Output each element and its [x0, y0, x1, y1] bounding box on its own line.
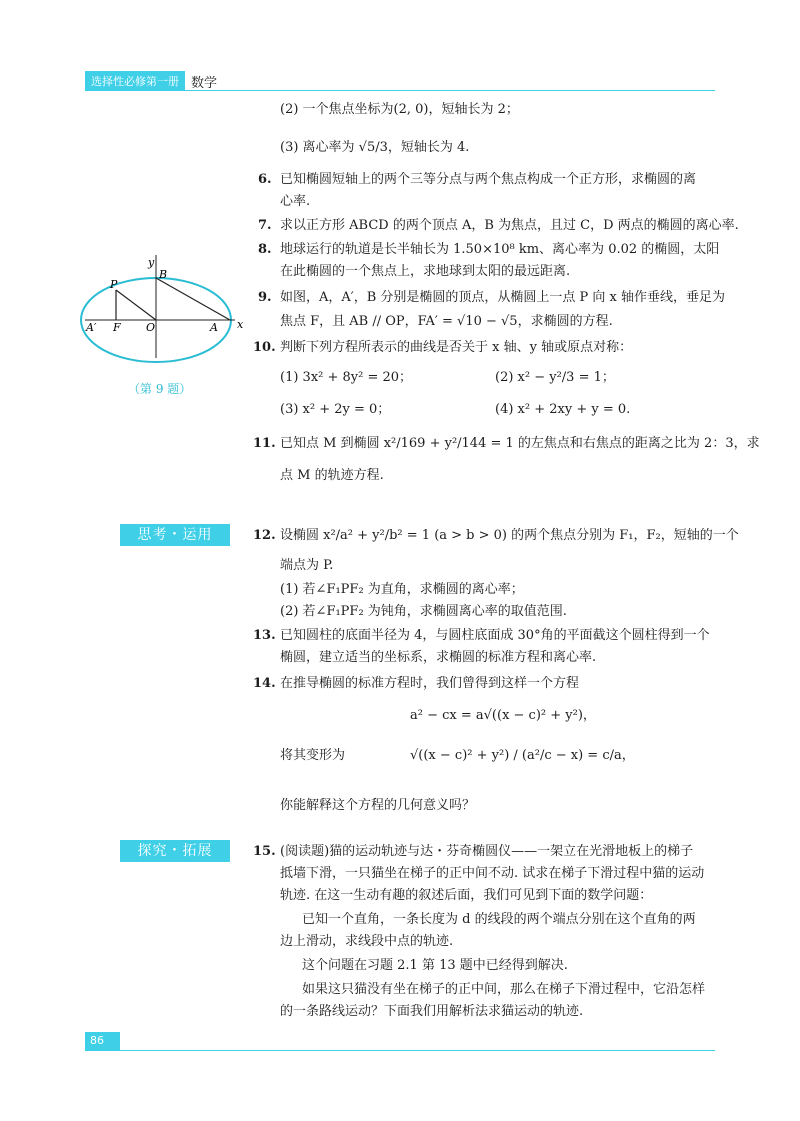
section-think-apply: 思考・运用: [120, 524, 230, 546]
figure-caption: （第 9 题）: [128, 382, 192, 396]
q9-line2: 焦点 F，且 AB // OP，FA′ = √10 − √5，求椭圆的方程.: [280, 314, 613, 329]
ellipse-figure: [80, 250, 245, 370]
q11-line2: 点 M 的轨迹方程.: [280, 468, 384, 483]
label-y: y: [148, 256, 155, 269]
q12-part1: (1) 若∠F₁PF₂ 为直角，求椭圆的离心率；: [280, 582, 524, 597]
label-P: P: [110, 278, 118, 291]
q13-line1: 已知圆柱的底面半径为 4，与圆柱底面成 30°角的平面截这个圆柱得到一个: [280, 628, 710, 643]
q8-line1: 地球运行的轨道是长半轴长为 1.50×10⁸ km、离心率为 0.02 的椭圆，太阳: [280, 242, 720, 257]
q8-number: 8.: [258, 242, 272, 257]
q14-line: 在推导椭圆的标准方程时，我们曾得到这样一个方程: [280, 676, 580, 691]
q10-part2: (2) x² − y²/3 = 1；: [495, 370, 615, 385]
q15-line6: 这个问题在习题 2.1 第 13 题中已经得到解决.: [302, 958, 568, 973]
q12-line1: 设椭圆 x²/a² + y²/b² = 1 (a > b > 0) 的两个焦点分别为 F₁，F₂，短轴的一个: [280, 528, 739, 543]
q12-line2: 端点为 P.: [280, 558, 334, 573]
q15-line5: 边上滑动，求线段中点的轨迹.: [280, 934, 454, 949]
q15-number: 15.: [253, 844, 276, 859]
label-B: B: [159, 268, 168, 281]
label-x: x: [237, 318, 244, 331]
segment-OP: [116, 290, 156, 320]
q9-number: 9.: [258, 290, 272, 305]
q10-number: 10.: [253, 340, 276, 355]
q6-number: 6.: [258, 172, 272, 187]
q10-part3: (3) x² + 2y = 0；: [280, 402, 391, 417]
q5-part3: (3) 离心率为 √5/3，短轴长为 4.: [280, 140, 470, 155]
q12-number: 12.: [253, 528, 276, 543]
q12-part2: (2) 若∠F₁PF₂ 为钝角，求椭圆离心率的取值范围.: [280, 604, 567, 619]
q14-equation2: √((x − c)² + y²) / (a²/c − x) = c/a，: [410, 748, 635, 763]
q11-number: 11.: [253, 436, 276, 451]
q5-part2: (2) 一个焦点坐标为(2, 0)，短轴长为 2；: [280, 102, 519, 117]
q10-line: 判断下列方程所表示的曲线是否关于 x 轴、y 轴或原点对称：: [280, 340, 633, 355]
q14-transform-label: 将其变形为: [280, 748, 346, 763]
q15-line1: (阅读题)猫的运动轨迹与达・芬奇椭圆仪——一架立在光滑地板上的梯子: [280, 844, 694, 859]
q10-part4: (4) x² + 2xy + y = 0.: [495, 402, 631, 417]
q15-line7: 如果这只猫没有坐在梯子的正中间，那么在梯子下滑过程中，它沿怎样: [302, 982, 706, 997]
q8-line2: 在此椭圆的一个焦点上，求地球到太阳的最远距离.: [280, 264, 571, 279]
label-O: O: [146, 321, 156, 334]
label-F: F: [113, 321, 121, 334]
q14-question: 你能解释这个方程的几何意义吗？: [280, 798, 476, 813]
q9-line1: 如图，A，A′，B 分别是椭圆的顶点，从椭圆上一点 P 向 x 轴作垂线，垂足为: [280, 290, 726, 305]
q14-number: 14.: [253, 676, 276, 691]
q15-line8: 的一条路线运动？下面我们用解析法求猫运动的轨迹.: [280, 1004, 584, 1019]
header-rule: [85, 90, 715, 91]
q6-line1: 已知椭圆短轴上的两个三等分点与两个焦点构成一个正方形，求椭圆的离: [280, 172, 697, 187]
page-header: [85, 72, 217, 90]
q13-line2: 椭圆，建立适当的坐标系，求椭圆的标准方程和离心率.: [280, 650, 597, 665]
q7-number: 7.: [258, 218, 272, 233]
footer-rule: [85, 1050, 715, 1051]
header-subject: 数学: [191, 75, 218, 91]
q15-line4: 已知一个直角，一条长度为 d 的线段的两个端点分别在这个直角的两: [302, 912, 696, 927]
label-A-prime: A′: [86, 321, 97, 334]
q6-line2: 心率.: [280, 194, 311, 209]
header-tag: 选择性必修第一册: [85, 71, 185, 91]
section-explore-extend: 探究・拓展: [120, 840, 230, 862]
q10-part1: (1) 3x² + 8y² = 20；: [280, 370, 413, 385]
q15-line3: 轨迹. 在这一生动有趣的叙述后面，我们可见到下面的数学问题：: [280, 888, 653, 903]
page-number: 86: [85, 1032, 120, 1050]
q7-line: 求以正方形 ABCD 的两个顶点 A，B 为焦点，且过 C，D 两点的椭圆的离心率.: [280, 218, 739, 233]
q15-line2: 抵墙下滑，一只猫坐在梯子的正中间不动. 试求在梯子下滑过程中猫的运动: [280, 866, 705, 881]
q11-line1: 已知点 M 到椭圆 x²/169 + y²/144 = 1 的左焦点和右焦点的距离之比为 2：3，求: [280, 436, 760, 451]
q13-number: 13.: [253, 628, 276, 643]
label-A: A: [210, 321, 218, 334]
q14-equation1: a² − cx = a√((x − c)² + y²)，: [410, 708, 596, 723]
